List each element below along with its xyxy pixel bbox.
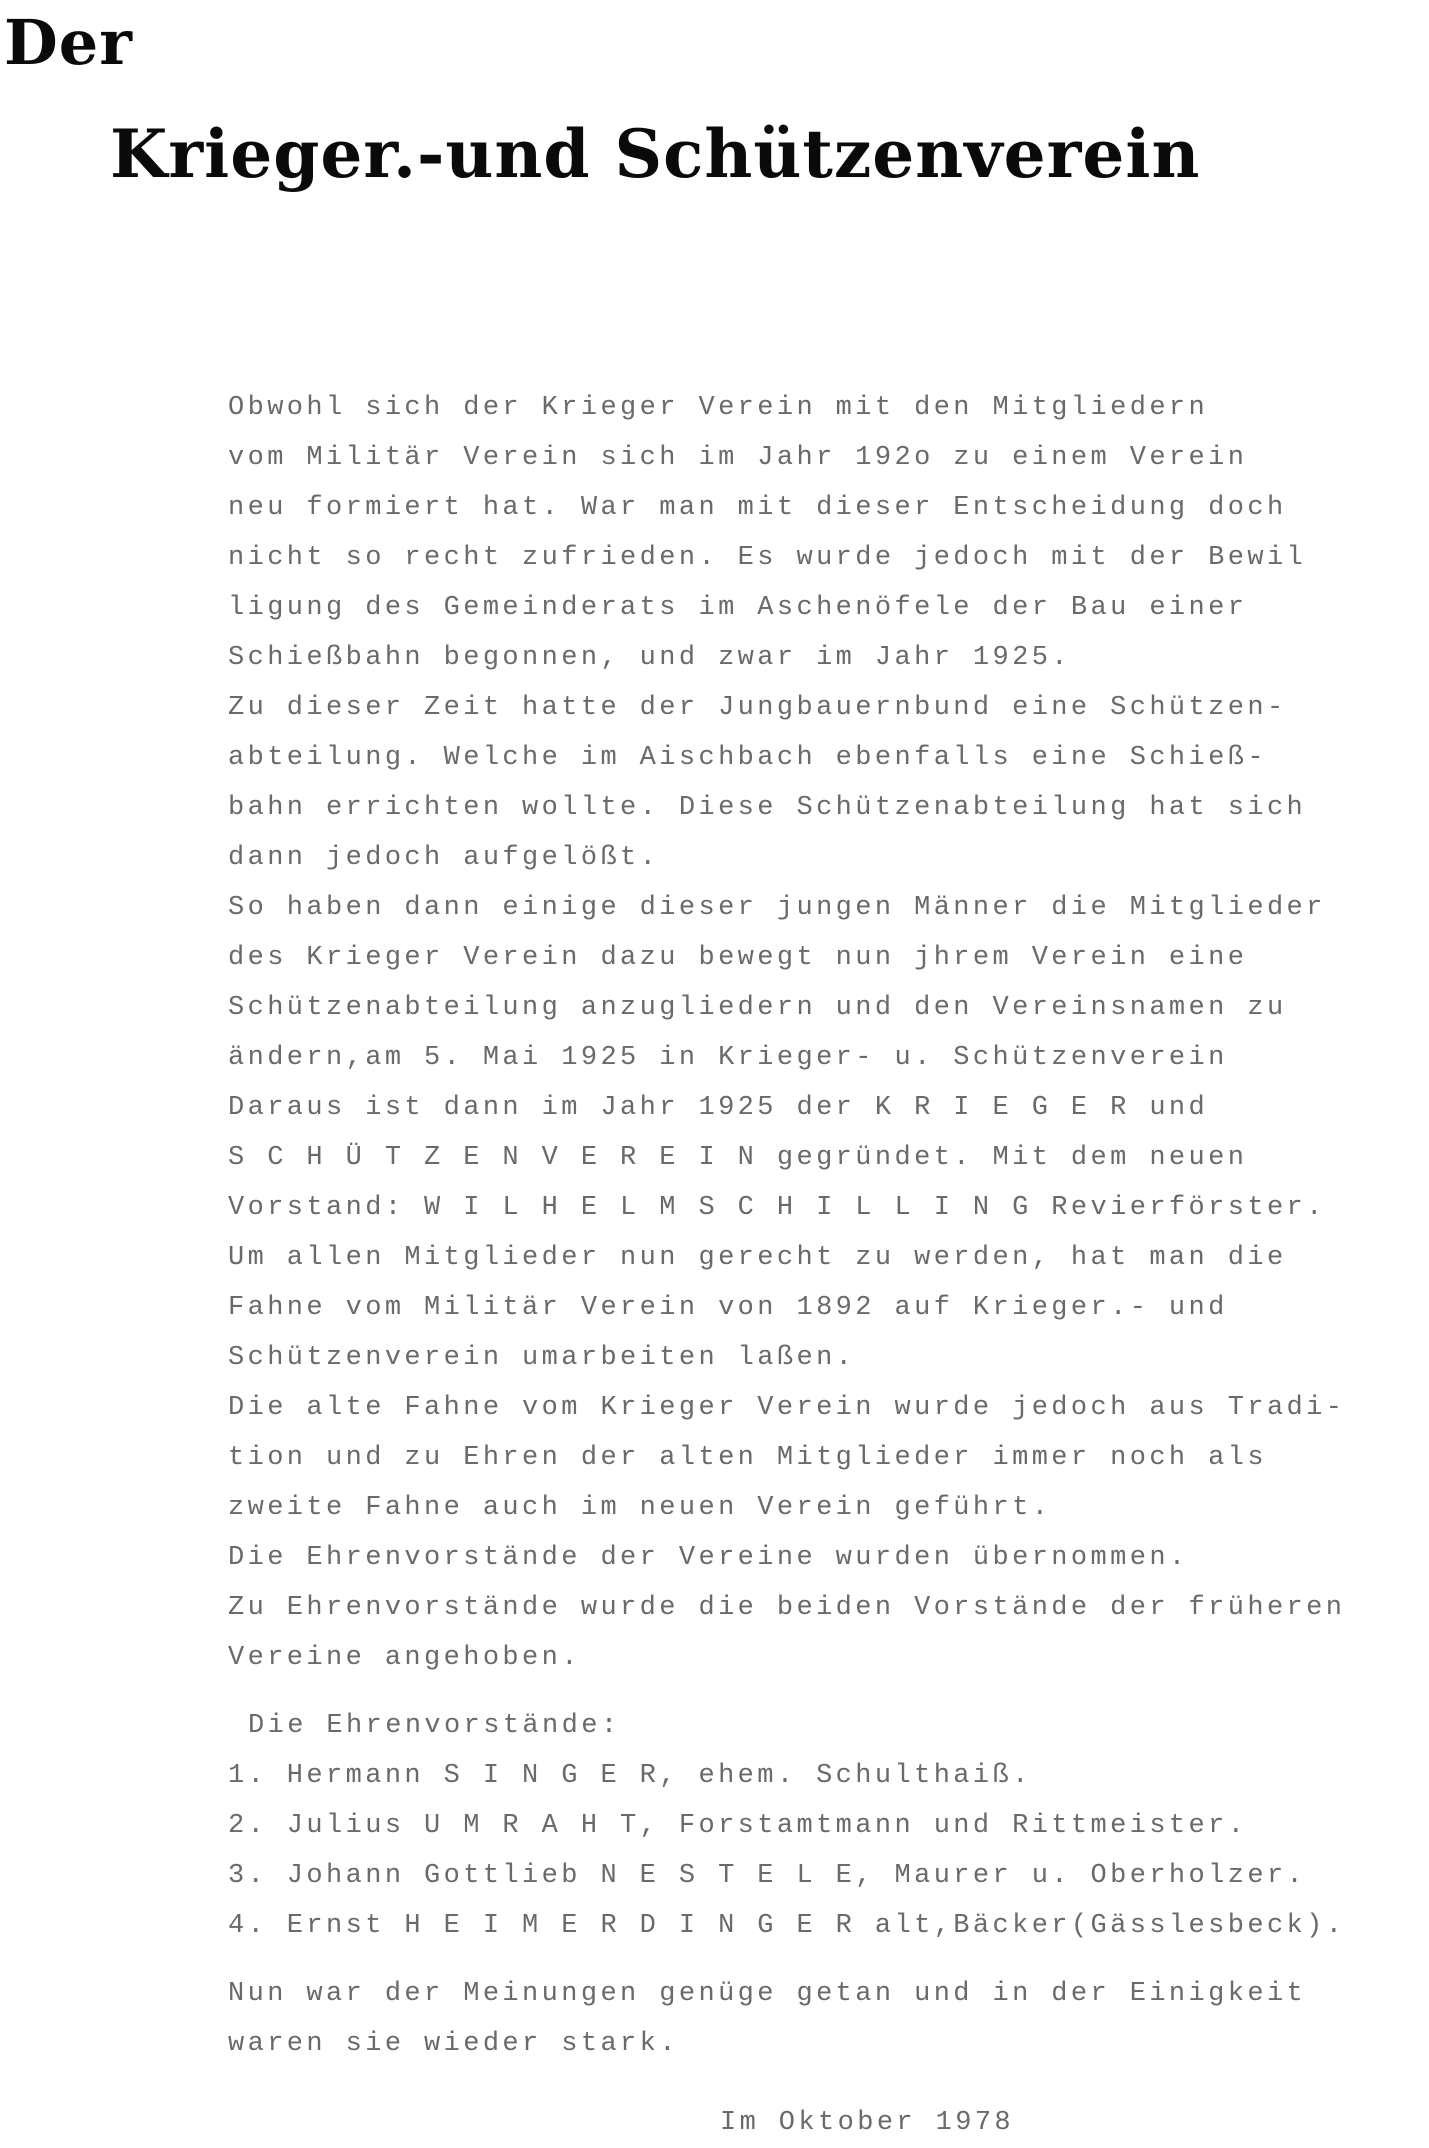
text-line: Um allen Mitglieder nun gerecht zu werden, hat man die [228, 1243, 1287, 1273]
date-footer: Im Oktober 1978 [720, 2108, 1015, 2138]
text-line: neu formiert hat. War man mit dieser Entscheidung doch [228, 493, 1287, 523]
text-line: ligung des Gemeinderats im Aschenöfele der Bau einer [228, 593, 1248, 623]
document-body [228, 383, 1418, 2069]
text-line: S C H Ü T Z E N V E R E I N gegründet. Mit dem neuen [228, 1143, 1248, 1173]
honorary-board-list [228, 1701, 1418, 1951]
honorary-member: 4. Ernst H E I M E R D I N G E R alt,Bäcker(Gässlesbeck). [228, 1911, 1346, 1941]
text-line: Zu dieser Zeit hatte der Jungbauernbund eine Schützen- [228, 693, 1287, 723]
text-line: Die alte Fahne vom Krieger Verein wurde jedoch aus Tradi- [228, 1393, 1346, 1423]
closing-paragraph [228, 1969, 1418, 2069]
text-line: Vorstand: W I L H E L M S C H I L L I N G Revierförster. [228, 1193, 1326, 1223]
history-paragraph [228, 383, 1418, 1683]
text-line: ändern,am 5. Mai 1925 in Krieger- u. Schützenverein [228, 1043, 1228, 1073]
spacer [228, 1951, 1418, 1969]
text-line: bahn errichten wollte. Diese Schützenabteilung hat sich [228, 793, 1307, 823]
spacer [228, 1683, 1418, 1701]
text-line: Nun war der Meinungen genüge getan und in der Einigkeit [228, 1979, 1307, 2009]
text-line: nicht so recht zufrieden. Es wurde jedoch mit der Bewil [228, 543, 1307, 573]
text-line: zweite Fahne auch im neuen Verein geführt. [228, 1493, 1052, 1523]
page-title: Krieger.-und Schützenverein [110, 115, 1201, 193]
honorary-member: 3. Johann Gottlieb N E S T E L E, Maurer u. Oberholzer. [228, 1861, 1307, 1891]
text-line: Die Ehrenvorstände der Vereine wurden übernommen. [228, 1543, 1189, 1573]
text-line: dann jedoch aufgelößt. [228, 843, 660, 873]
text-line: vom Militär Verein sich im Jahr 192o zu einem Verein [228, 443, 1248, 473]
text-line: Schießbahn begonnen, und zwar im Jahr 1925. [228, 643, 1071, 673]
honorary-member: 2. Julius U M R A H T, Forstamtmann und Rittmeister. [228, 1811, 1248, 1841]
text-line: Obwohl sich der Krieger Verein mit den Mitgliedern [228, 393, 1209, 423]
honorary-heading: Die Ehrenvorstände: [248, 1711, 621, 1741]
heading-article: Der [4, 6, 133, 79]
text-line: des Krieger Verein dazu bewegt nun jhrem Verein eine [228, 943, 1248, 973]
text-line: Schützenverein umarbeiten laßen. [228, 1343, 856, 1373]
text-line: Vereine angehoben. [228, 1643, 581, 1673]
text-line: abteilung. Welche im Aischbach ebenfalls eine Schieß- [228, 743, 1267, 773]
text-line: Zu Ehrenvorstände wurde die beiden Vorstände der früheren [228, 1593, 1346, 1623]
text-line: Fahne vom Militär Verein von 1892 auf Krieger.- und [228, 1293, 1228, 1323]
text-line: waren sie wieder stark. [228, 2029, 679, 2059]
text-line: Schützenabteilung anzugliedern und den Vereinsnamen zu [228, 993, 1287, 1023]
text-line: So haben dann einige dieser jungen Männer die Mitglieder [228, 893, 1326, 923]
text-line: tion und zu Ehren der alten Mitglieder immer noch als [228, 1443, 1267, 1473]
honorary-member: 1. Hermann S I N G E R, ehem. Schulthaiß. [228, 1761, 1032, 1791]
text-line: Daraus ist dann im Jahr 1925 der K R I E G E R und [228, 1093, 1209, 1123]
